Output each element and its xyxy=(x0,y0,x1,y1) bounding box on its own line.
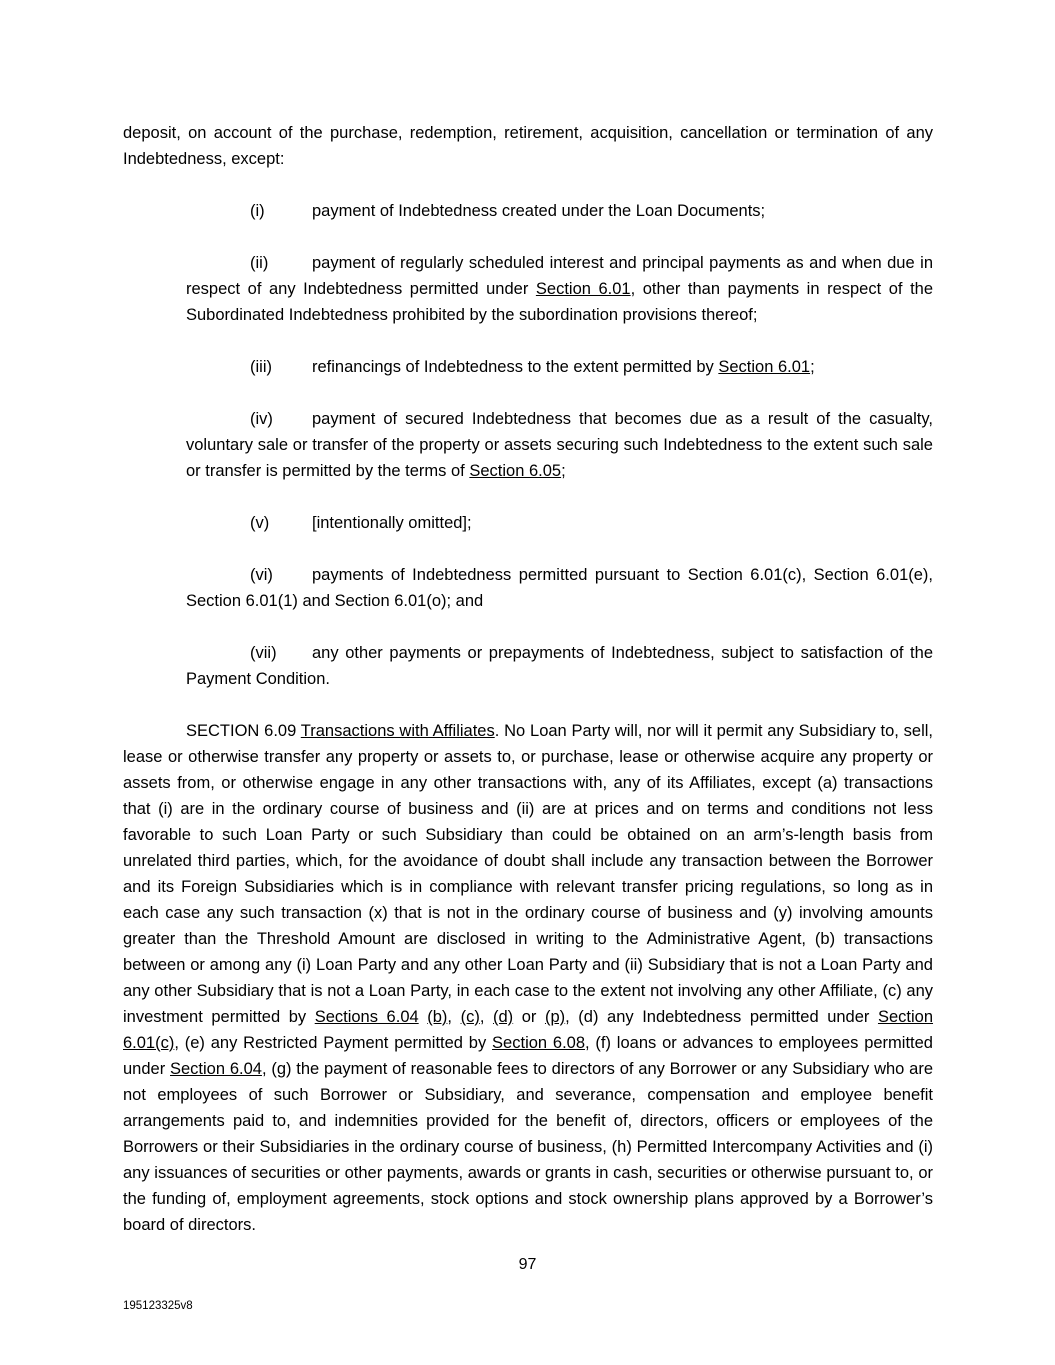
text-run: , xyxy=(479,1008,493,1026)
list-item-vi xyxy=(123,562,933,614)
item-label: (ii) xyxy=(250,254,269,272)
text-run: [intentionally omitted]; xyxy=(312,514,472,532)
item-label: (i) xyxy=(250,202,265,220)
section-reference: (c) xyxy=(460,1008,480,1026)
page-number: 97 xyxy=(518,1256,537,1273)
section-reference: (d) xyxy=(492,1008,514,1026)
text-run: ; xyxy=(810,358,815,376)
text-run: , (f) loans or advances to employees permitted under xyxy=(123,1034,933,1078)
text-run: . No Loan Party will, nor will it permit any Subsidiary to, sell, lease or otherwise transfer any property or assets to, or purchase, lease or otherwise acquire any property or assets from, or otherwise engage in any other transactions with, any of its Affiliates, except (a) transactions that (i) are in the ordinary course of business and (ii) are at prices and on terms and conditions not less favorable to such Loan Party or such Subsidiary than could be obtained on an arm’s-length basis from unrelated third parties, which, for the avoidance of doubt shall include any transaction between the Borrower and its Foreign Subsidiaries which is in compliance with relevant transfer pricing regulations, so long as in each case any such transaction (x) that is not in the ordinary course of business and (y) involving amounts greater than the Threshold Amount are disclosed in writing to the Administrative Agent, (b) transactions between or among any (i) Loan Party and any other Loan Party and (ii) Subsidiary that is not a Loan Party and any other Subsidiary that is not a Loan Party, in each case to the extent not involving any other Affiliate, (c) any investment permitted by xyxy=(123,722,933,1026)
section-reference: Section 6.08 xyxy=(492,1034,586,1052)
paragraph-intro xyxy=(123,120,933,172)
document-body xyxy=(123,120,933,1264)
text-run xyxy=(419,1008,428,1026)
section-reference: Section 6.01 xyxy=(535,280,631,298)
text-run: , (g) the payment of reasonable fees to directors of any Borrower or any Subsidiary who are not employees of such Borrower or Subsidiary, and severance, compensation and employee benefit arrangements paid to, and indemnities provided for the benefit of, directors, officers or employees of the Borrowers or their Subsidiaries in the ordinary course of business, (h) Permitted Intercompany Activities and (i) any issuances of securities or other payments, awards or grants in cash, securities or otherwise pursuant to, or the funding of, employment agreements, stock options and stock ownership plans approved by a Borrower’s board of directors. xyxy=(123,1060,933,1234)
text-run: or xyxy=(513,1008,545,1026)
text-run: payment of regularly scheduled interest and principal payments as and when due in respect of any Indebtedness permitted under xyxy=(186,254,933,298)
item-text xyxy=(312,202,765,220)
section-reference: Transactions with Affiliates xyxy=(300,722,495,740)
item-label: (vii) xyxy=(250,644,277,662)
item-text xyxy=(312,358,815,376)
section-reference: Sections 6.04 xyxy=(314,1008,419,1026)
item-label: (iv) xyxy=(250,410,273,428)
list-item-v xyxy=(123,510,933,536)
item-label: (v) xyxy=(250,514,270,532)
text-run: deposit, on account of the purchase, redemption, retirement, acquisition, cancellation or termination of any Indebtedness, except: xyxy=(123,124,933,168)
paragraph-section-6-09 xyxy=(123,718,933,1238)
list-item-iv xyxy=(123,406,933,484)
text-run: ; xyxy=(561,462,566,480)
document-id-footer: 195123325v8 xyxy=(123,1300,193,1312)
text-run: , xyxy=(447,1008,461,1026)
text-run: , (d) any Indebtedness permitted under xyxy=(565,1008,878,1026)
text-run: , other than payments in respect of the Subordinated Indebtedness prohibited by the subordination provisions thereof; xyxy=(186,280,934,324)
text-run: payment of secured Indebtedness that becomes due as a result of the casualty, voluntary sale or transfer of the property or assets securing such Indebtedness to the extent such sale or transfer is permitted by the terms of xyxy=(186,410,933,480)
text-run: refinancings of Indebtedness to the extent permitted by xyxy=(312,358,719,376)
list-item-iii xyxy=(123,354,933,380)
section-reference: (b) xyxy=(427,1008,448,1026)
section-reference: Section 6.01 xyxy=(718,358,811,376)
text-run: SECTION 6.09 xyxy=(186,722,301,740)
list-item-i xyxy=(123,198,933,224)
item-label: (vi) xyxy=(250,566,273,584)
section-reference: Section 6.04 xyxy=(170,1060,262,1078)
item-label: (iii) xyxy=(250,358,272,376)
section-reference: Section 6.01(c) xyxy=(123,1008,934,1052)
text-run: any other payments or prepayments of Indebtedness, subject to satisfaction of the Payment Condition. xyxy=(186,644,933,688)
list-item-vii xyxy=(123,640,933,692)
text-run: , (e) any Restricted Payment permitted by xyxy=(174,1034,493,1052)
list-item-ii xyxy=(123,250,933,328)
item-text xyxy=(312,514,472,532)
text-run: payments of Indebtedness permitted pursuant to Section 6.01(c), Section 6.01(e), Section 6.01(1) and Section 6.01(o); and xyxy=(186,566,933,610)
section-reference: Section 6.05 xyxy=(469,462,562,480)
text-run: payment of Indebtedness created under the Loan Documents; xyxy=(312,202,766,220)
section-reference: (p) xyxy=(544,1008,566,1026)
